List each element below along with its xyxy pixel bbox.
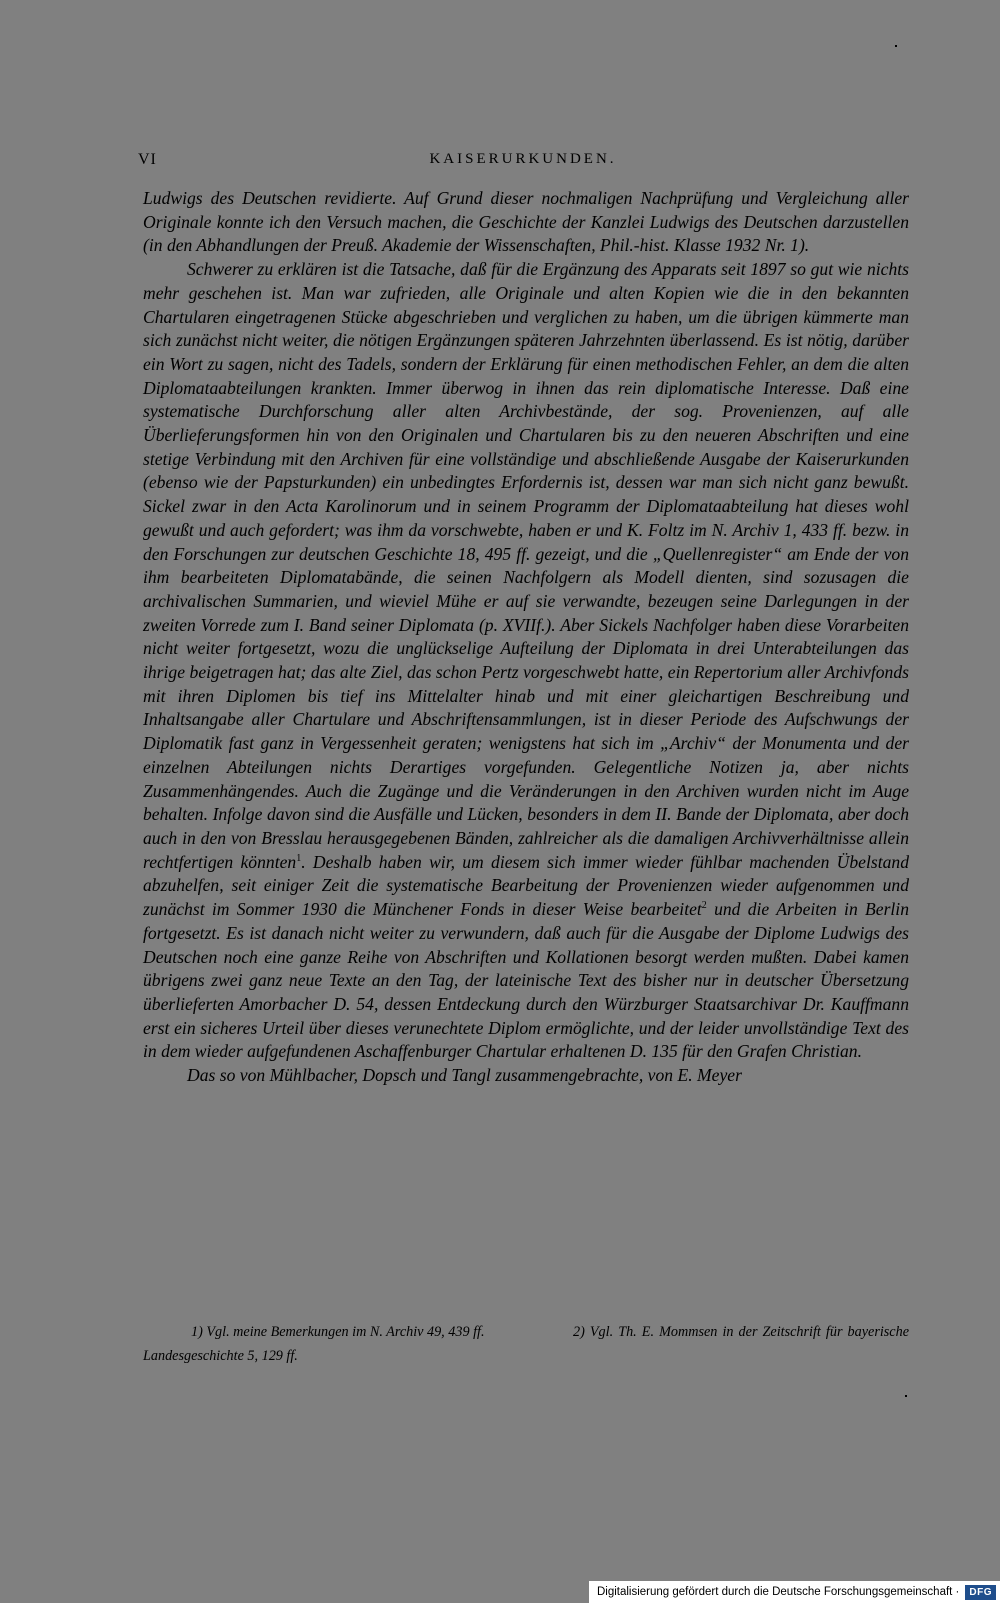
paragraph-3: Das so von Mühlbacher, Dopsch und Tangl zusammengebrachte, von E. Meyer [187,1065,742,1086]
page-number: VI [138,151,157,168]
dfg-logo: DFG [965,1585,996,1600]
paragraph-2-part-1: Schwerer zu erklären ist die Tatsache, daß für die Ergänzung des Apparats seit 1897 so gut wie nichts mehr geschehen ist. Man war zufrieden, alle Originale und alten Kopien wie die in den bekannten Chartularen eingetragenen Stücke abgeschrieben und verglichen zu haben, um die übrigen kümmerte man sich zunächst nicht weiter, die nötigen Ergänzungen späteren Jahrzehnten überlassend. Es ist nötig, darüber ein Wort zu sagen, nicht des Tadels, sondern der Erklärung für einen methodischen Fehler, an dem die alten Diplomataabteilungen krankten. Immer überwog in ihnen das rein diplomatische Interesse. Daß eine systematische Durchforschung aller alten Archivbestände, der sog. Provenienzen, auf alle Überlieferungsformen hin von den Originalen und Chartularen bis zu den neueren Abschriften und eine stetige Verbindung mit den Archiven für eine vollständige und abschließende Ausgabe der Kaiserurkunden (ebenso wie der Papsturkunden) ein unbedingtes Erfordernis ist, dessen war man sich nicht ganz bewußt. Sickel zwar in den Acta Karolinorum und in seinem Programm der Diplomataabteilung hat dieses wohl gewußt und auch gefordert; was ihm da vorschwebte, haben er und K. Foltz im N. Archiv 1, 433 ff. bezw. in den Forschungen zur deutschen Geschichte 18, 495 ff. gezeigt, und die „Quellenregister“ am Ende der von ihm bearbeiteten Diplomatabände, die seinen Nachfolgern als Modell dienten, sind sozusagen die archivalischen Summarien, und wieviel Mühe er auf sie verwandte, bezeugen seine Darlegungen in der zweiten Vorrede zum I. Band seiner Diplomata (p. XVIIf.). Aber Sickels Nachfolger haben diese Vorarbeiten nicht weiter fortgesetzt, wozu die unglückselige Aufteilung der Diplomata in drei Unterabteilungen das ihrige beigetragen hat; das alte Ziel, das schon Pertz vorgeschwebt hatte, ein Repertorium aller Archivfonds mit ihren Diplomen bis tief ins Mittelalter hinab und mit einer gleichartigen Beschreibung und Inhaltsangabe aller Chartulare und Abschriftensammlungen, ist in dieser Periode des Aufschwungs der Diplomatik fast ganz in Vergessenheit geraten; wenigstens hat sich im „Archiv“ der Monumenta und der einzelnen Abteilungen nichts Derartiges vorgefunden. Gelegentliche Notizen ja, aber nichts Zusammenhängendes. Auch die Zugänge und die Veränderungen in den Archiven wurden nicht im Auge behalten. Infolge davon sind die Ausfälle und Lücken, besonders in dem II. Bande der Diplomata, aber doch auch in den von Bresslau herausgegebenen Bänden, zahlreicher als die damaligen Archivverhältnisse allein rechtfertigen könnten [143,259,909,872]
paragraph-2 [143,258,909,1064]
footnote-ref-2: 2 [701,900,707,912]
footer-credit: Digitalisierung gefördert durch die Deutsche Forschungsgemeinschaft · [596,1586,960,1598]
footnote-2: 2) Vgl. Th. E. Mommsen in der Zeitschrift für bayerische Landesgeschichte 5, 129 ff. [143,1324,909,1364]
digitization-footer [589,1581,1000,1603]
footnotes [143,1321,909,1368]
scan-speck [905,1395,907,1397]
body-text [143,187,909,1088]
paragraph-1: Ludwigs des Deutschen revidierte. Auf Grund dieser nochmaligen Nachprüfung und Vergleichung aller Originale konnte ich den Versuch machen, die Geschichte der Kanzlei Ludwigs des Deutschen darzustellen (in den Abhandlungen der Preuß. Akademie der Wissenschaften, Phil.-hist. Klasse 1932 Nr. 1). [143,188,909,256]
footnote-1: 1) Vgl. meine Bemerkungen im N. Archiv 49, 439 ff. [191,1324,485,1340]
footnote-ref-1: 1 [296,852,302,864]
running-head: KAISERURKUNDEN. [429,151,617,167]
paragraph-2-part-3: und die Arbeiten in Berlin fortgesetzt. Es ist danach nicht weiter zu verwundern, daß auch für die Ausgabe der Diplome Ludwigs des Deutschen noch eine ganze Reihe von Abschriften und Kollationen besorgt werden mußten. Dabei kamen übrigens zwei ganz neue Texte an den Tag, der lateinische Text des bisher nur in deutscher Übersetzung überlieferten Amorbacher D. 54, dessen Entdeckung durch den Würzburger Staatsarchivar Dr. Kauffmann erst ein sicheres Urteil über dieses verunechtete Diplom ermöglichte, und der leider unvollständige Text des in dem wieder aufgefundenen Aschaffenburger Chartular erhaltenen D. 135 für den Grafen Christian. [143,899,909,1062]
paragraph-2-part-2: . Deshalb haben wir, um diesem sich immer wieder fühlbar machenden Übelstand abzuhelfen, seit einiger Zeit die systematische Bearbeitung der Provenienzen wieder aufgenommen und zunächst im Sommer 1930 die Münchener Fonds in dieser Weise bearbeitet [143,851,909,920]
scan-speck [895,45,897,47]
page-header [138,151,908,175]
